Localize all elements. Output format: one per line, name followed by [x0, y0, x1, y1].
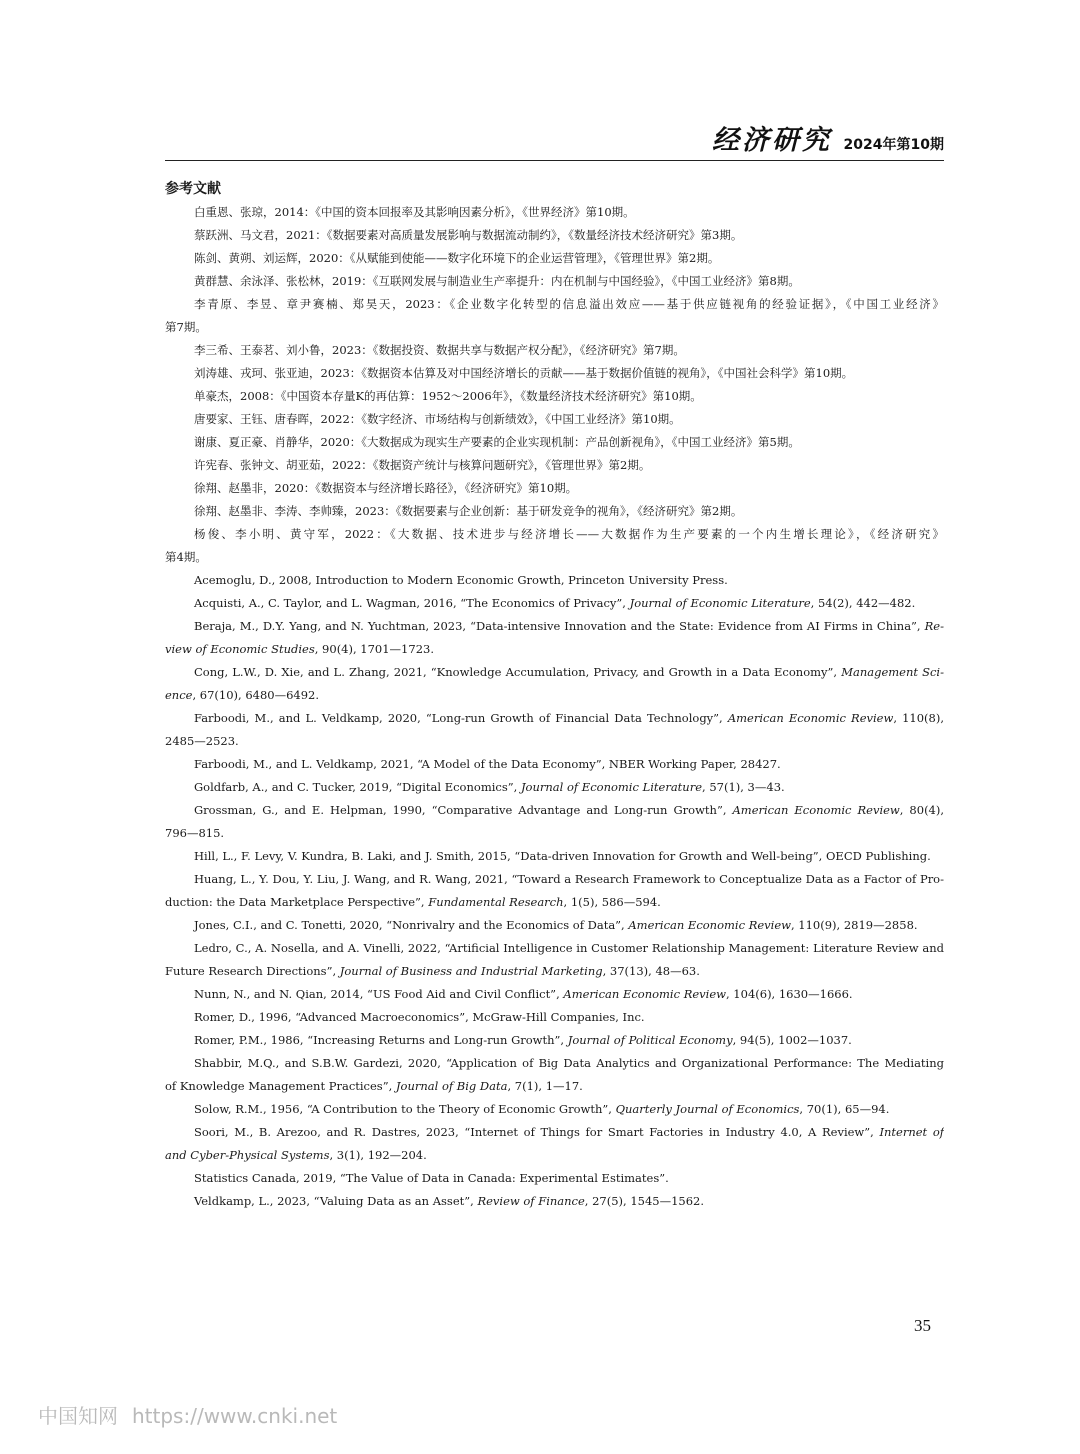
reference-entry — [165, 408, 944, 431]
reference-line — [165, 707, 944, 730]
reference-entry — [165, 1098, 944, 1121]
reference-text: Future Research Directions”, — [165, 964, 340, 978]
reference-line — [165, 730, 944, 753]
reference-text: , 7(1), 1—17. — [507, 1079, 583, 1093]
reference-text: , 94(5), 1002—1037. — [732, 1033, 852, 1047]
reference-line — [165, 891, 944, 914]
reference-line — [165, 960, 944, 983]
reference-entry — [165, 937, 944, 983]
journal-title-italic: Journal of Big Data — [395, 1079, 508, 1093]
reference-line — [165, 201, 944, 224]
reference-text: 白重恩、张琼，2014：《中国的资本回报率及其影响因素分析》，《世界经济》第10期。 — [194, 205, 635, 219]
reference-line — [165, 845, 944, 868]
reference-text: 黄群慧、余泳泽、张松林，2019：《互联网发展与制造业生产率提升：内在机制与中国经验》，《中国工业经济》第8期。 — [194, 274, 800, 288]
reference-line — [165, 914, 944, 937]
reference-entry — [165, 592, 944, 615]
references-heading: 参考文献 — [165, 181, 221, 197]
reference-text: 796—815. — [165, 826, 225, 840]
reference-entry — [165, 845, 944, 868]
reference-line — [165, 776, 944, 799]
reference-line — [165, 592, 944, 615]
journal-title-italic: Re- — [924, 619, 944, 633]
reference-text: 第7期。 — [165, 320, 207, 334]
journal-title-italic: and Cyber-Physical Systems — [165, 1148, 330, 1162]
reference-text: Cong, L.W., D. Xie, and L. Zhang, 2021, “Knowledge Accumulation, Privacy, and Growth in a Data Economy”, — [194, 665, 842, 679]
reference-text: 谢康、夏正豪、肖静华，2020：《大数据成为现实生产要素的企业实现机制：产品创新视角》，《中国工业经济》第5期。 — [194, 435, 800, 449]
reference-text: , 27(5), 1545—1562. — [584, 1194, 705, 1208]
reference-line — [165, 1144, 944, 1167]
reference-text: 单豪杰，2008：《中国资本存量K的再估算：1952～2006年》，《数量经济技术经济研究》第10期。 — [194, 389, 702, 403]
reference-text: Romer, D., 1996, “Advanced Macroeconomics”, McGraw-Hill Companies, Inc. — [194, 1010, 645, 1024]
reference-entry — [165, 201, 944, 224]
reference-text: Nunn, N., and N. Qian, 2014, “US Food Aid and Civil Conflict”, — [194, 987, 564, 1001]
reference-entry — [165, 1190, 944, 1213]
reference-text: Hill, L., F. Levy, V. Kundra, B. Laki, and J. Smith, 2015, “Data-driven Innovation for Growth and Well-being”, OECD Publishing. — [194, 849, 931, 863]
reference-text: Grossman, G., and E. Helpman, 1990, “Comparative Advantage and Long-run Growth”, — [194, 803, 733, 817]
reference-line — [165, 500, 944, 523]
reference-text: 许宪春、张钟文、胡亚茹，2022：《数据资产统计与核算问题研究》，《管理世界》第2期。 — [194, 458, 651, 472]
reference-line — [165, 753, 944, 776]
reference-line — [165, 385, 944, 408]
reference-text: Huang, L., Y. Dou, Y. Liu, J. Wang, and R. Wang, 2021, “Toward a Research Framework to Conceptualize Data as a Factor of Pro- — [194, 872, 944, 886]
reference-entry — [165, 569, 944, 592]
reference-entry — [165, 247, 944, 270]
reference-line — [165, 799, 944, 822]
reference-entry — [165, 983, 944, 1006]
reference-entry — [165, 707, 944, 753]
reference-text: , 90(4), 1701—1723. — [314, 642, 434, 656]
reference-line — [165, 937, 944, 960]
journal-title-italic: Review of Finance — [477, 1194, 585, 1208]
reference-text: Farboodi, M., and L. Veldkamp, 2021, “A Model of the Data Economy”, NBER Working Paper, 28427. — [194, 757, 781, 771]
reference-line — [165, 247, 944, 270]
reference-text: Jones, C.I., and C. Tonetti, 2020, “Nonrivalry and the Economics of Data”, — [194, 918, 629, 932]
reference-text: 2485—2523. — [165, 734, 239, 748]
reference-line — [165, 1190, 944, 1213]
reference-line — [165, 661, 944, 684]
reference-text: 徐翔、赵墨非、李涛、李帅臻，2023：《数据要素与企业创新：基于研发竞争的视角》，《经济研究》第2期。 — [194, 504, 743, 518]
reference-entry — [165, 339, 944, 362]
journal-title-italic: American Economic Review — [727, 711, 894, 725]
reference-line — [165, 454, 944, 477]
reference-entry — [165, 868, 944, 914]
journal-title-italic: American Economic Review — [563, 987, 726, 1001]
reference-entry — [165, 799, 944, 845]
reference-text: 李青原、李昱、章尹赛楠、郑昊天，2023：《企业数字化转型的信息溢出效应——基于供应链视角的经验证据》，《中国工业经济》 — [194, 297, 944, 311]
reference-text: Acquisti, A., C. Taylor, and L. Wagman, 2016, “The Economics of Privacy”, — [194, 596, 630, 610]
journal-title-italic: view of Economic Studies — [165, 642, 315, 656]
reference-text: , 110(9), 2819—2858. — [790, 918, 918, 932]
reference-text: Veldkamp, L., 2023, “Valuing Data as an Asset”, — [194, 1194, 478, 1208]
reference-line — [165, 270, 944, 293]
journal-title-italic: Fundamental Research — [428, 895, 564, 909]
reference-text: duction: the Data Marketplace Perspective”, — [165, 895, 429, 909]
reference-text: Soori, M., B. Arezoo, and R. Dastres, 2023, “Internet of Things for Smart Factories in Industry 4.0, A Review”, — [194, 1125, 880, 1139]
reference-entry — [165, 1167, 944, 1190]
reference-text: , 80(4), — [899, 803, 944, 817]
reference-line — [165, 339, 944, 362]
journal-title-italic: Journal of Economic Literature — [629, 596, 811, 610]
reference-text: Shabbir, M.Q., and S.B.W. Gardezi, 2020, “Application of Big Data Analytics and Organizational Performance: The Mediating — [194, 1056, 944, 1070]
journal-title-italic: American Economic Review — [732, 803, 900, 817]
reference-text: Acemoglu, D., 2008, Introduction to Modern Economic Growth, Princeton University Press. — [194, 573, 728, 587]
reference-line — [165, 638, 944, 661]
reference-line — [165, 684, 944, 707]
reference-line — [165, 224, 944, 247]
reference-line — [165, 1167, 944, 1190]
page-number: 35 — [914, 1316, 931, 1335]
journal-title-italic: Internet of — [879, 1125, 944, 1139]
watermark-url: https://www.cnki.net — [132, 1404, 338, 1428]
reference-line — [165, 546, 944, 569]
reference-entry — [165, 1029, 944, 1052]
reference-entry — [165, 776, 944, 799]
journal-header — [165, 124, 944, 161]
reference-line — [165, 569, 944, 592]
reference-text: Ledro, C., A. Nosella, and A. Vinelli, 2022, “Artificial Intelligence in Customer Relationship Management: Literature Review and — [194, 941, 944, 955]
reference-text: Solow, R.M., 1956, “A Contribution to the Theory of Economic Growth”, — [194, 1102, 616, 1116]
reference-entry — [165, 523, 944, 569]
cnki-watermark — [38, 1400, 337, 1429]
reference-text: of Knowledge Management Practices”, — [165, 1079, 396, 1093]
reference-line — [165, 1121, 944, 1144]
reference-line — [165, 431, 944, 454]
reference-entry — [165, 293, 944, 339]
reference-entry — [165, 385, 944, 408]
reference-line — [165, 1006, 944, 1029]
journal-title-italic: American Economic Review — [628, 918, 791, 932]
reference-entry — [165, 1052, 944, 1098]
reference-text: 蔡跃洲、马文君，2021：《数据要素对高质量发展影响与数据流动制约》，《数量经济技术经济研究》第3期。 — [194, 228, 743, 242]
reference-text: Statistics Canada, 2019, “The Value of Data in Canada: Experimental Estimates”. — [194, 1171, 669, 1185]
reference-line — [165, 615, 944, 638]
watermark-site-name: 中国知网 — [38, 1404, 118, 1428]
reference-line — [165, 293, 944, 316]
reference-text: , 1(5), 586—594. — [563, 895, 661, 909]
reference-entry — [165, 500, 944, 523]
journal-title-italic: Journal of Political Economy — [567, 1033, 733, 1047]
reference-entry — [165, 1006, 944, 1029]
reference-text: , 110(8), — [893, 711, 944, 725]
reference-line — [165, 1075, 944, 1098]
reference-text: Farboodi, M., and L. Veldkamp, 2020, “Long-run Growth of Financial Data Technology”, — [194, 711, 728, 725]
reference-entry — [165, 454, 944, 477]
reference-text: , 57(1), 3—43. — [702, 780, 785, 794]
reference-entry — [165, 431, 944, 454]
reference-text: 徐翔、赵墨非，2020：《数据资本与经济增长路径》，《经济研究》第10期。 — [194, 481, 578, 495]
reference-entry — [165, 1121, 944, 1167]
journal-title-italic: Management Sci- — [841, 665, 944, 679]
reference-text: Goldfarb, A., and C. Tucker, 2019, “Digital Economics”, — [194, 780, 521, 794]
reference-text: 陈剑、黄朔、刘运辉，2020：《从赋能到使能——数字化环境下的企业运营管理》，《管理世界》第2期。 — [194, 251, 720, 265]
reference-text: , 3(1), 192—204. — [329, 1148, 427, 1162]
reference-text: 唐要家、王钰、唐春晖，2022：《数字经济、市场结构与创新绩效》，《中国工业经济》第10期。 — [194, 412, 681, 426]
reference-entry — [165, 661, 944, 707]
reference-entry — [165, 753, 944, 776]
reference-entry — [165, 224, 944, 247]
reference-text: 第4期。 — [165, 550, 207, 564]
reference-entry — [165, 477, 944, 500]
journal-title-italic: Quarterly Journal of Economics — [615, 1102, 800, 1116]
journal-title-italic: Journal of Economic Literature — [520, 780, 703, 794]
reference-line — [165, 1029, 944, 1052]
reference-line — [165, 1052, 944, 1075]
issue-label: 2024年第10期 — [843, 137, 944, 153]
reference-entry — [165, 615, 944, 661]
reference-text: , 54(2), 442—482. — [810, 596, 916, 610]
reference-entry — [165, 914, 944, 937]
reference-text: , 67(10), 6480—6492. — [192, 688, 320, 702]
reference-line — [165, 362, 944, 385]
reference-line — [165, 1098, 944, 1121]
reference-entry — [165, 270, 944, 293]
journal-logo: 经济研究 — [712, 125, 832, 156]
reference-line — [165, 316, 944, 339]
reference-text: 杨俊、李小明、黄守军，2022：《大数据、技术进步与经济增长——大数据作为生产要素的一个内生增长理论》，《经济研究》 — [194, 527, 944, 541]
reference-text: 李三希、王泰茗、刘小鲁，2023：《数据投资、数据共享与数据产权分配》，《经济研究》第7期。 — [194, 343, 685, 357]
reference-line — [165, 822, 944, 845]
reference-text: Romer, P.M., 1986, “Increasing Returns and Long-run Growth”, — [194, 1033, 568, 1047]
reference-line — [165, 477, 944, 500]
reference-text: , 37(13), 48—63. — [602, 964, 700, 978]
reference-text: , 104(6), 1630—1666. — [726, 987, 853, 1001]
reference-text: , 70(1), 65—94. — [799, 1102, 890, 1116]
reference-line — [165, 408, 944, 431]
reference-text: Beraja, M., D.Y. Yang, and N. Yuchtman, 2023, “Data-intensive Innovation and the State: Evidence from AI Firms in China”, — [194, 619, 925, 633]
reference-line — [165, 983, 944, 1006]
reference-line — [165, 868, 944, 891]
journal-title-italic: Journal of Business and Industrial Marketing — [339, 964, 603, 978]
reference-line — [165, 523, 944, 546]
reference-text: 刘涛雄、戎珂、张亚迪，2023：《数据资本估算及对中国经济增长的贡献——基于数据价值链的视角》，《中国社会科学》第10期。 — [194, 366, 854, 380]
journal-title-italic: ence — [165, 688, 193, 702]
reference-entry — [165, 362, 944, 385]
